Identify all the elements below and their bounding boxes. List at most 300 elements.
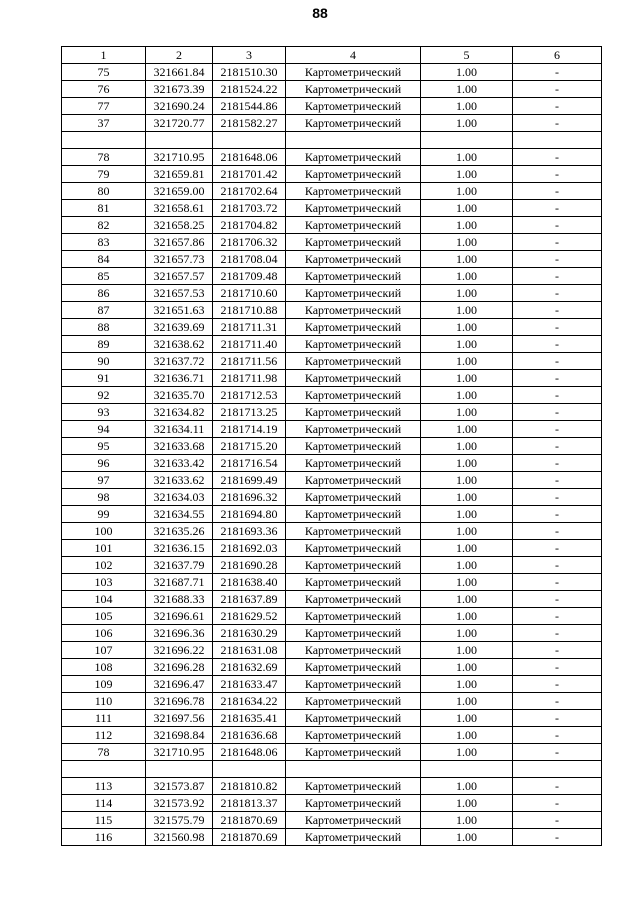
x-coordinate-cell: 321636.15: [146, 540, 213, 557]
description-cell: -: [513, 693, 602, 710]
description-cell: -: [513, 727, 602, 744]
accuracy-cell: 1.00: [421, 693, 513, 710]
y-coordinate-cell: 2181634.22: [213, 693, 286, 710]
header-cell-point-number: 1: [62, 47, 146, 64]
point-number-cell: 86: [62, 285, 146, 302]
method-cell: [286, 761, 421, 778]
description-cell: -: [513, 166, 602, 183]
y-coordinate-cell: 2181648.06: [213, 744, 286, 761]
table-row: [62, 506, 602, 523]
y-coordinate-cell: 2181630.29: [213, 625, 286, 642]
method-cell: Картометрический: [286, 387, 421, 404]
accuracy-cell: 1.00: [421, 642, 513, 659]
accuracy-cell: 1.00: [421, 251, 513, 268]
point-number-cell: 78: [62, 744, 146, 761]
accuracy-cell: 1.00: [421, 404, 513, 421]
description-cell: -: [513, 812, 602, 829]
method-cell: Картометрический: [286, 353, 421, 370]
method-cell: Картометрический: [286, 404, 421, 421]
description-cell: -: [513, 829, 602, 846]
description-cell: -: [513, 353, 602, 370]
table-row: [62, 115, 602, 132]
method-cell: Картометрический: [286, 319, 421, 336]
method-cell: Картометрический: [286, 166, 421, 183]
table-separator-row: [62, 761, 602, 778]
table-row: [62, 64, 602, 81]
x-coordinate-cell: 321710.95: [146, 744, 213, 761]
y-coordinate-cell: 2181715.20: [213, 438, 286, 455]
table-row: [62, 149, 602, 166]
accuracy-cell: 1.00: [421, 506, 513, 523]
method-cell: Картометрический: [286, 642, 421, 659]
method-cell: Картометрический: [286, 183, 421, 200]
accuracy-cell: 1.00: [421, 489, 513, 506]
table-row: [62, 336, 602, 353]
y-coordinate-cell: 2181648.06: [213, 149, 286, 166]
method-cell: Картометрический: [286, 744, 421, 761]
x-coordinate-cell: 321710.95: [146, 149, 213, 166]
point-number-cell: 80: [62, 183, 146, 200]
y-coordinate-cell: 2181629.52: [213, 608, 286, 625]
y-coordinate-cell: 2181632.69: [213, 659, 286, 676]
x-coordinate-cell: 321638.62: [146, 336, 213, 353]
accuracy-cell: 1.00: [421, 370, 513, 387]
point-number-cell: 78: [62, 149, 146, 166]
x-coordinate-cell: [146, 761, 213, 778]
x-coordinate-cell: 321639.69: [146, 319, 213, 336]
method-cell: Картометрический: [286, 608, 421, 625]
table-row: [62, 268, 602, 285]
point-number-cell: 107: [62, 642, 146, 659]
x-coordinate-cell: 321634.82: [146, 404, 213, 421]
accuracy-cell: 1.00: [421, 676, 513, 693]
x-coordinate-cell: 321661.84: [146, 64, 213, 81]
table-body: [62, 64, 602, 846]
header-cell-description: 6: [513, 47, 602, 64]
point-number-cell: 114: [62, 795, 146, 812]
description-cell: -: [513, 234, 602, 251]
table-row: [62, 472, 602, 489]
table-row: [62, 421, 602, 438]
point-number-cell: 37: [62, 115, 146, 132]
method-cell: Картометрический: [286, 200, 421, 217]
point-number-cell: 95: [62, 438, 146, 455]
accuracy-cell: 1.00: [421, 387, 513, 404]
accuracy-cell: 1.00: [421, 472, 513, 489]
table-row: [62, 302, 602, 319]
table-row: [62, 319, 602, 336]
x-coordinate-cell: 321636.71: [146, 370, 213, 387]
point-number-cell: 111: [62, 710, 146, 727]
accuracy-cell: 1.00: [421, 710, 513, 727]
point-number-cell: 77: [62, 98, 146, 115]
y-coordinate-cell: 2181692.03: [213, 540, 286, 557]
description-cell: -: [513, 438, 602, 455]
description-cell: -: [513, 455, 602, 472]
x-coordinate-cell: 321635.70: [146, 387, 213, 404]
point-number-cell: 85: [62, 268, 146, 285]
x-coordinate-cell: 321633.68: [146, 438, 213, 455]
table-row: [62, 795, 602, 812]
x-coordinate-cell: 321637.79: [146, 557, 213, 574]
table-row: [62, 353, 602, 370]
point-number-cell: 110: [62, 693, 146, 710]
method-cell: Картометрический: [286, 302, 421, 319]
accuracy-cell: 1.00: [421, 659, 513, 676]
method-cell: Картометрический: [286, 455, 421, 472]
table-row: [62, 81, 602, 98]
point-number-cell: 109: [62, 676, 146, 693]
x-coordinate-cell: 321659.81: [146, 166, 213, 183]
description-cell: -: [513, 387, 602, 404]
accuracy-cell: 1.00: [421, 625, 513, 642]
description-cell: -: [513, 659, 602, 676]
description-cell: -: [513, 795, 602, 812]
x-coordinate-cell: 321651.63: [146, 302, 213, 319]
accuracy-cell: 1.00: [421, 353, 513, 370]
accuracy-cell: 1.00: [421, 795, 513, 812]
method-cell: Картометрический: [286, 506, 421, 523]
coordinates-table: [61, 46, 602, 846]
accuracy-cell: 1.00: [421, 319, 513, 336]
table-row: [62, 693, 602, 710]
accuracy-cell: 1.00: [421, 778, 513, 795]
point-number-cell: 98: [62, 489, 146, 506]
table-row: [62, 404, 602, 421]
method-cell: Картометрический: [286, 523, 421, 540]
description-cell: [513, 761, 602, 778]
x-coordinate-cell: [146, 132, 213, 149]
method-cell: Картометрический: [286, 812, 421, 829]
y-coordinate-cell: 2181704.82: [213, 217, 286, 234]
accuracy-cell: 1.00: [421, 217, 513, 234]
x-coordinate-cell: 321696.28: [146, 659, 213, 676]
y-coordinate-cell: 2181510.30: [213, 64, 286, 81]
method-cell: Картометрический: [286, 795, 421, 812]
description-cell: -: [513, 200, 602, 217]
x-coordinate-cell: 321657.57: [146, 268, 213, 285]
description-cell: -: [513, 302, 602, 319]
accuracy-cell: 1.00: [421, 183, 513, 200]
point-number-cell: 82: [62, 217, 146, 234]
y-coordinate-cell: 2181694.80: [213, 506, 286, 523]
method-cell: Картометрический: [286, 710, 421, 727]
table-row: [62, 183, 602, 200]
x-coordinate-cell: 321698.84: [146, 727, 213, 744]
description-cell: -: [513, 285, 602, 302]
y-coordinate-cell: 2181631.08: [213, 642, 286, 659]
y-coordinate-cell: [213, 132, 286, 149]
table-row: [62, 829, 602, 846]
accuracy-cell: 1.00: [421, 302, 513, 319]
y-coordinate-cell: 2181702.64: [213, 183, 286, 200]
method-cell: Картометрический: [286, 591, 421, 608]
table-row: [62, 387, 602, 404]
table-row: [62, 778, 602, 795]
point-number-cell: [62, 761, 146, 778]
y-coordinate-cell: 2181710.60: [213, 285, 286, 302]
accuracy-cell: 1.00: [421, 829, 513, 846]
point-number-cell: 90: [62, 353, 146, 370]
x-coordinate-cell: 321633.62: [146, 472, 213, 489]
point-number-cell: 104: [62, 591, 146, 608]
y-coordinate-cell: 2181638.40: [213, 574, 286, 591]
table-row: [62, 489, 602, 506]
accuracy-cell: 1.00: [421, 523, 513, 540]
x-coordinate-cell: 321659.00: [146, 183, 213, 200]
accuracy-cell: 1.00: [421, 98, 513, 115]
description-cell: -: [513, 540, 602, 557]
accuracy-cell: 1.00: [421, 149, 513, 166]
method-cell: Картометрический: [286, 693, 421, 710]
x-coordinate-cell: 321720.77: [146, 115, 213, 132]
table-row: [62, 251, 602, 268]
point-number-cell: 94: [62, 421, 146, 438]
table-row: [62, 659, 602, 676]
table-row: [62, 574, 602, 591]
x-coordinate-cell: 321696.61: [146, 608, 213, 625]
x-coordinate-cell: 321634.55: [146, 506, 213, 523]
page-number: 88: [312, 5, 328, 21]
x-coordinate-cell: 321658.61: [146, 200, 213, 217]
y-coordinate-cell: 2181711.31: [213, 319, 286, 336]
description-cell: -: [513, 557, 602, 574]
description-cell: -: [513, 64, 602, 81]
description-cell: -: [513, 676, 602, 693]
table-row: [62, 727, 602, 744]
point-number-cell: 84: [62, 251, 146, 268]
x-coordinate-cell: 321573.92: [146, 795, 213, 812]
accuracy-cell: 1.00: [421, 438, 513, 455]
y-coordinate-cell: 2181635.41: [213, 710, 286, 727]
y-coordinate-cell: [213, 761, 286, 778]
x-coordinate-cell: 321560.98: [146, 829, 213, 846]
y-coordinate-cell: 2181711.40: [213, 336, 286, 353]
description-cell: -: [513, 251, 602, 268]
method-cell: Картометрический: [286, 557, 421, 574]
method-cell: Картометрический: [286, 217, 421, 234]
x-coordinate-cell: 321673.39: [146, 81, 213, 98]
point-number-cell: 99: [62, 506, 146, 523]
method-cell: Картометрический: [286, 472, 421, 489]
y-coordinate-cell: 2181690.28: [213, 557, 286, 574]
x-coordinate-cell: 321657.53: [146, 285, 213, 302]
point-number-cell: 87: [62, 302, 146, 319]
accuracy-cell: 1.00: [421, 557, 513, 574]
table-row: [62, 285, 602, 302]
description-cell: -: [513, 523, 602, 540]
y-coordinate-cell: 2181710.88: [213, 302, 286, 319]
point-number-cell: 89: [62, 336, 146, 353]
point-number-cell: 113: [62, 778, 146, 795]
accuracy-cell: [421, 132, 513, 149]
x-coordinate-cell: 321696.47: [146, 676, 213, 693]
description-cell: -: [513, 489, 602, 506]
description-cell: -: [513, 336, 602, 353]
description-cell: -: [513, 421, 602, 438]
x-coordinate-cell: 321690.24: [146, 98, 213, 115]
x-coordinate-cell: 321573.87: [146, 778, 213, 795]
table-row: [62, 217, 602, 234]
table-separator-row: [62, 132, 602, 149]
table-row: [62, 557, 602, 574]
method-cell: Картометрический: [286, 234, 421, 251]
y-coordinate-cell: 2181706.32: [213, 234, 286, 251]
point-number-cell: 97: [62, 472, 146, 489]
table-row: [62, 625, 602, 642]
method-cell: Картометрический: [286, 115, 421, 132]
y-coordinate-cell: 2181713.25: [213, 404, 286, 421]
point-number-cell: 79: [62, 166, 146, 183]
method-cell: Картометрический: [286, 829, 421, 846]
point-number-cell: 103: [62, 574, 146, 591]
table-row: [62, 642, 602, 659]
x-coordinate-cell: 321688.33: [146, 591, 213, 608]
method-cell: Картометрический: [286, 370, 421, 387]
method-cell: Картометрический: [286, 285, 421, 302]
accuracy-cell: 1.00: [421, 166, 513, 183]
x-coordinate-cell: 321634.11: [146, 421, 213, 438]
accuracy-cell: 1.00: [421, 268, 513, 285]
description-cell: [513, 132, 602, 149]
accuracy-cell: 1.00: [421, 812, 513, 829]
accuracy-cell: 1.00: [421, 574, 513, 591]
description-cell: -: [513, 370, 602, 387]
method-cell: Картометрический: [286, 778, 421, 795]
table-row: [62, 744, 602, 761]
table-header: [62, 47, 602, 64]
accuracy-cell: [421, 761, 513, 778]
description-cell: -: [513, 81, 602, 98]
description-cell: -: [513, 404, 602, 421]
x-coordinate-cell: 321637.72: [146, 353, 213, 370]
x-coordinate-cell: 321657.86: [146, 234, 213, 251]
x-coordinate-cell: 321697.56: [146, 710, 213, 727]
y-coordinate-cell: 2181714.19: [213, 421, 286, 438]
accuracy-cell: 1.00: [421, 744, 513, 761]
table-row: [62, 234, 602, 251]
table-row: [62, 591, 602, 608]
y-coordinate-cell: 2181693.36: [213, 523, 286, 540]
description-cell: -: [513, 506, 602, 523]
method-cell: Картометрический: [286, 268, 421, 285]
point-number-cell: 115: [62, 812, 146, 829]
x-coordinate-cell: 321696.22: [146, 642, 213, 659]
table-row: [62, 676, 602, 693]
accuracy-cell: 1.00: [421, 540, 513, 557]
method-cell: Картометрический: [286, 727, 421, 744]
method-cell: Картометрический: [286, 659, 421, 676]
accuracy-cell: 1.00: [421, 81, 513, 98]
point-number-cell: 102: [62, 557, 146, 574]
description-cell: -: [513, 115, 602, 132]
accuracy-cell: 1.00: [421, 608, 513, 625]
description-cell: -: [513, 149, 602, 166]
method-cell: Картометрический: [286, 149, 421, 166]
x-coordinate-cell: 321575.79: [146, 812, 213, 829]
description-cell: -: [513, 625, 602, 642]
point-number-cell: 81: [62, 200, 146, 217]
method-cell: Картометрический: [286, 98, 421, 115]
accuracy-cell: 1.00: [421, 591, 513, 608]
description-cell: -: [513, 268, 602, 285]
y-coordinate-cell: 2181709.48: [213, 268, 286, 285]
x-coordinate-cell: 321696.36: [146, 625, 213, 642]
y-coordinate-cell: 2181711.56: [213, 353, 286, 370]
y-coordinate-cell: 2181636.68: [213, 727, 286, 744]
accuracy-cell: 1.00: [421, 115, 513, 132]
method-cell: Картометрический: [286, 251, 421, 268]
point-number-cell: 101: [62, 540, 146, 557]
point-number-cell: [62, 132, 146, 149]
description-cell: -: [513, 574, 602, 591]
y-coordinate-cell: 2181699.49: [213, 472, 286, 489]
accuracy-cell: 1.00: [421, 336, 513, 353]
x-coordinate-cell: 321687.71: [146, 574, 213, 591]
description-cell: -: [513, 642, 602, 659]
y-coordinate-cell: 2181582.27: [213, 115, 286, 132]
method-cell: Картометрический: [286, 676, 421, 693]
method-cell: Картометрический: [286, 336, 421, 353]
table-row: [62, 166, 602, 183]
point-number-cell: 76: [62, 81, 146, 98]
header-row: [62, 47, 602, 64]
accuracy-cell: 1.00: [421, 455, 513, 472]
description-cell: -: [513, 98, 602, 115]
method-cell: Картометрический: [286, 489, 421, 506]
method-cell: Картометрический: [286, 421, 421, 438]
method-cell: [286, 132, 421, 149]
header-cell-y: 3: [213, 47, 286, 64]
accuracy-cell: 1.00: [421, 727, 513, 744]
point-number-cell: 88: [62, 319, 146, 336]
y-coordinate-cell: 2181870.69: [213, 829, 286, 846]
table-row: [62, 370, 602, 387]
x-coordinate-cell: 321634.03: [146, 489, 213, 506]
table-row: [62, 455, 602, 472]
description-cell: -: [513, 591, 602, 608]
table-row: [62, 812, 602, 829]
method-cell: Картометрический: [286, 540, 421, 557]
table-row: [62, 540, 602, 557]
point-number-cell: 106: [62, 625, 146, 642]
method-cell: Картометрический: [286, 438, 421, 455]
y-coordinate-cell: 2181870.69: [213, 812, 286, 829]
description-cell: -: [513, 744, 602, 761]
point-number-cell: 91: [62, 370, 146, 387]
description-cell: -: [513, 710, 602, 727]
method-cell: Картометрический: [286, 625, 421, 642]
method-cell: Картометрический: [286, 574, 421, 591]
description-cell: -: [513, 217, 602, 234]
point-number-cell: 83: [62, 234, 146, 251]
point-number-cell: 75: [62, 64, 146, 81]
header-cell-method: 4: [286, 47, 421, 64]
y-coordinate-cell: 2181703.72: [213, 200, 286, 217]
y-coordinate-cell: 2181813.37: [213, 795, 286, 812]
table-row: [62, 98, 602, 115]
y-coordinate-cell: 2181711.98: [213, 370, 286, 387]
accuracy-cell: 1.00: [421, 234, 513, 251]
accuracy-cell: 1.00: [421, 421, 513, 438]
table-row: [62, 608, 602, 625]
table-row: [62, 710, 602, 727]
description-cell: -: [513, 778, 602, 795]
point-number-cell: 93: [62, 404, 146, 421]
point-number-cell: 116: [62, 829, 146, 846]
y-coordinate-cell: 2181701.42: [213, 166, 286, 183]
y-coordinate-cell: 2181544.86: [213, 98, 286, 115]
